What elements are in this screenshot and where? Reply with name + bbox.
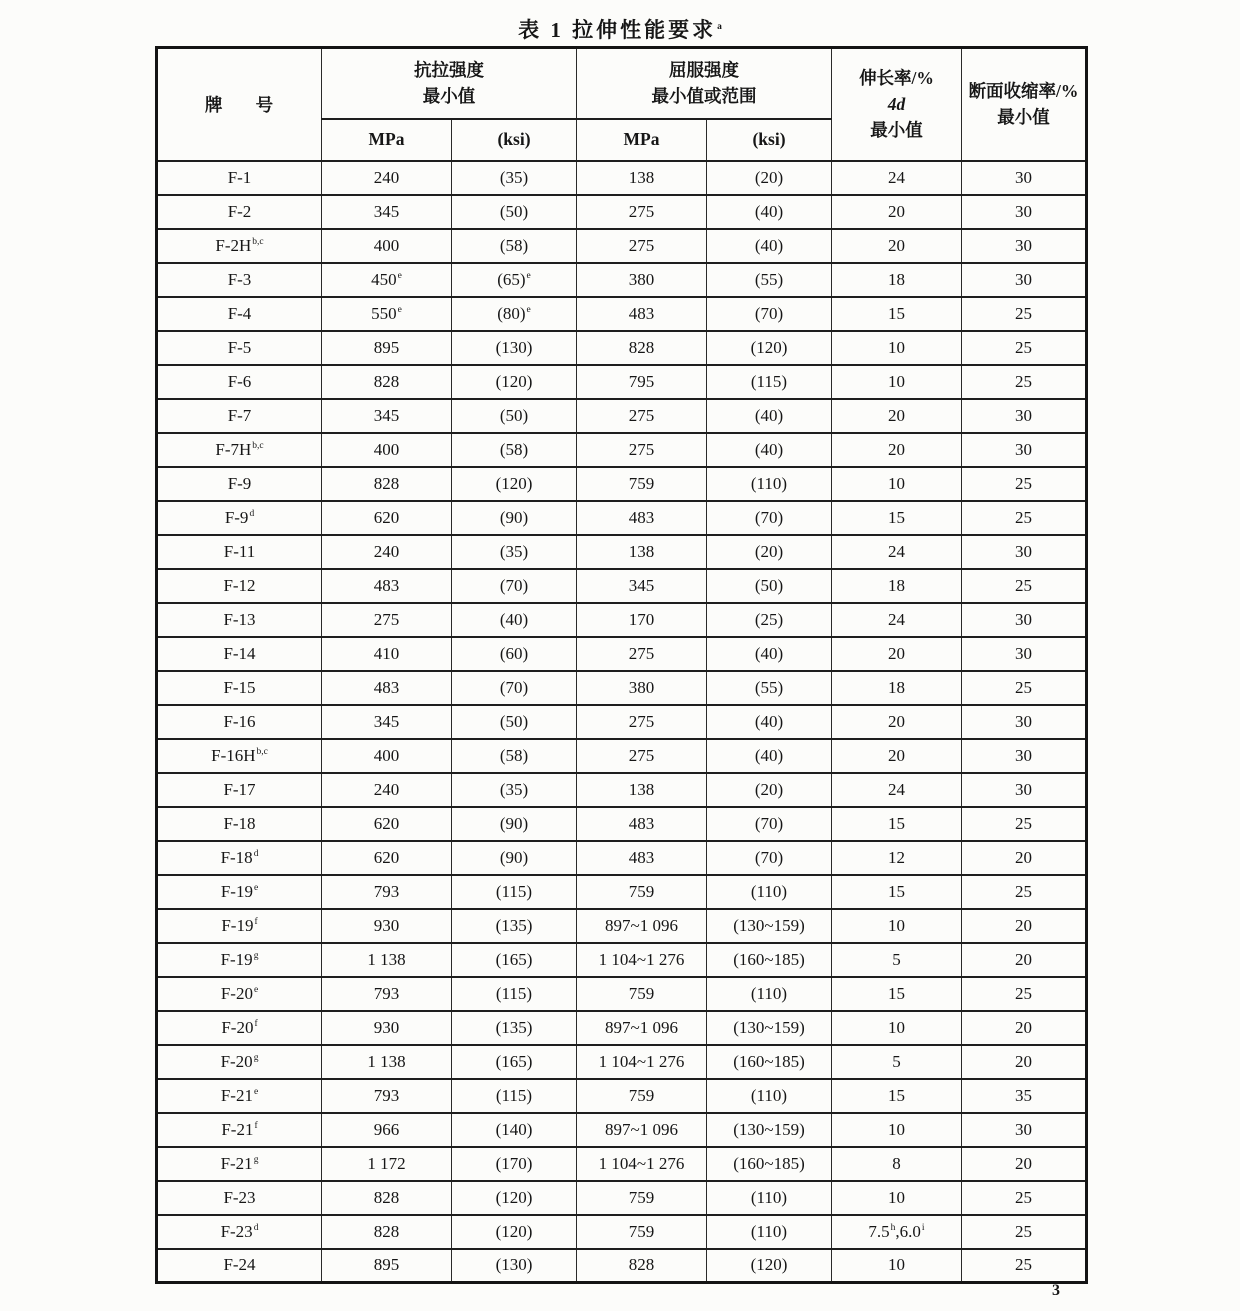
- yield-mpa-cell: 483: [577, 841, 707, 875]
- tensile-ksi-cell: (115): [452, 977, 577, 1011]
- yield-mpa-cell: 897~1 096: [577, 1011, 707, 1045]
- elongation-cell: 5: [832, 943, 962, 977]
- grade-cell: F-19$^g$: [157, 943, 322, 977]
- yield-ksi-cell: (110): [707, 875, 832, 909]
- elongation-cell: 24: [832, 773, 962, 807]
- reduction-cell: 35: [962, 1079, 1087, 1113]
- table-row: [157, 229, 1087, 263]
- reduction-cell: 30: [962, 161, 1087, 195]
- yield-mpa-cell: 897~1 096: [577, 1113, 707, 1147]
- table-row: [157, 807, 1087, 841]
- yield-ksi-cell: (110): [707, 1181, 832, 1215]
- tensile-mpa-cell: 450e: [322, 263, 452, 297]
- yield-ksi-cell: (110): [707, 467, 832, 501]
- yield-mpa-cell: 138: [577, 773, 707, 807]
- elongation-cell: 10: [832, 365, 962, 399]
- tensile-mpa-cell: 483: [322, 671, 452, 705]
- table-body: [157, 161, 1087, 1283]
- grade-cell: F-13: [157, 603, 322, 637]
- table-row: [157, 569, 1087, 603]
- table-row: [157, 1249, 1087, 1283]
- tensile-requirements-table: [155, 46, 1088, 1284]
- reduction-cell: 25: [962, 501, 1087, 535]
- grade-cell: F-21$^g$: [157, 1147, 322, 1181]
- table-row: [157, 467, 1087, 501]
- grade-cell: F-6: [157, 365, 322, 399]
- yield-mpa-cell: 759: [577, 1079, 707, 1113]
- tensile-mpa-cell: 1 138: [322, 943, 452, 977]
- grade-cell: F-18$^d$: [157, 841, 322, 875]
- table-row: [157, 263, 1087, 297]
- yield-ksi-cell: (40): [707, 433, 832, 467]
- grade-cell: F-15: [157, 671, 322, 705]
- tensile-ksi-cell: (120): [452, 365, 577, 399]
- header-reduction-line2: 最小值: [997, 107, 1050, 128]
- grade-cell: F-1: [157, 161, 322, 195]
- yield-ksi-cell: (25): [707, 603, 832, 637]
- tensile-ksi-cell: (58): [452, 739, 577, 773]
- elongation-cell: 20: [832, 229, 962, 263]
- elongation-cell: 15: [832, 501, 962, 535]
- elongation-cell: 15: [832, 875, 962, 909]
- elongation-cell: 8: [832, 1147, 962, 1181]
- grade-cell: F-5: [157, 331, 322, 365]
- tensile-ksi-cell: (140): [452, 1113, 577, 1147]
- grade-cell: F-19e: [157, 875, 322, 909]
- elongation-cell: 5: [832, 1045, 962, 1079]
- yield-ksi-cell: (160~185): [707, 1147, 832, 1181]
- tensile-ksi-cell: (50): [452, 705, 577, 739]
- tensile-ksi-cell: (115): [452, 1079, 577, 1113]
- tensile-mpa-cell: 483: [322, 569, 452, 603]
- table-row: [157, 671, 1087, 705]
- yield-mpa-cell: 795: [577, 365, 707, 399]
- yield-ksi-cell: (40): [707, 229, 832, 263]
- table-row: [157, 943, 1087, 977]
- yield-ksi-cell: (130~159): [707, 1113, 832, 1147]
- grade-cell: F-17: [157, 773, 322, 807]
- elongation-cell: 10: [832, 909, 962, 943]
- elongation-cell: 10: [832, 1249, 962, 1283]
- grade-cell: F-23$^d$: [157, 1215, 322, 1249]
- yield-mpa-cell: 759: [577, 1215, 707, 1249]
- tensile-mpa-cell: 793: [322, 875, 452, 909]
- table-row: [157, 399, 1087, 433]
- grade-cell: F-20e: [157, 977, 322, 1011]
- grade-cell: F-12: [157, 569, 322, 603]
- elongation-cell: 20: [832, 433, 962, 467]
- reduction-cell: 30: [962, 773, 1087, 807]
- tensile-mpa-cell: 895: [322, 331, 452, 365]
- header-tensile-ksi: (ksi): [452, 119, 577, 161]
- header-tensile-line2: 最小值: [422, 86, 476, 107]
- header-tensile-line1: 抗拉强度: [414, 60, 484, 80]
- table-row: [157, 365, 1087, 399]
- header-reduction-of-area: [962, 48, 1087, 161]
- yield-ksi-cell: (110): [707, 977, 832, 1011]
- tensile-ksi-cell: (170): [452, 1147, 577, 1181]
- yield-ksi-cell: (55): [707, 671, 832, 705]
- header-reduction-line1: 断面收缩率/%: [968, 81, 1079, 101]
- table-row: [157, 603, 1087, 637]
- grade-cell: F-7: [157, 399, 322, 433]
- tensile-ksi-cell: (130): [452, 331, 577, 365]
- yield-mpa-cell: 759: [577, 467, 707, 501]
- elongation-cell: 20: [832, 399, 962, 433]
- reduction-cell: 30: [962, 739, 1087, 773]
- reduction-cell: 25: [962, 977, 1087, 1011]
- tensile-mpa-cell: 240: [322, 773, 452, 807]
- header-yield-strength: [577, 48, 832, 119]
- yield-ksi-cell: (70): [707, 807, 832, 841]
- tensile-ksi-cell: (58): [452, 433, 577, 467]
- reduction-cell: 25: [962, 671, 1087, 705]
- grade-cell: $F-7H^{b,c}$: [157, 433, 322, 467]
- elongation-cell: 24: [832, 603, 962, 637]
- reduction-cell: 20: [962, 1147, 1087, 1181]
- reduction-cell: 25: [962, 569, 1087, 603]
- reduction-cell: 25: [962, 297, 1087, 331]
- tensile-mpa-cell: 345: [322, 195, 452, 229]
- elongation-cell: 18: [832, 569, 962, 603]
- table-row: [157, 195, 1087, 229]
- tensile-ksi-cell: (165): [452, 1045, 577, 1079]
- yield-mpa-cell: 275: [577, 637, 707, 671]
- yield-ksi-cell: (130~159): [707, 1011, 832, 1045]
- table-row: [157, 977, 1087, 1011]
- table-row: [157, 297, 1087, 331]
- elongation-cell: 20: [832, 637, 962, 671]
- table-row: [157, 1045, 1087, 1079]
- table-row: [157, 637, 1087, 671]
- tensile-ksi-cell: (58): [452, 229, 577, 263]
- yield-ksi-cell: (120): [707, 331, 832, 365]
- table-row: [157, 1147, 1087, 1181]
- yield-mpa-cell: 1 104~1 276: [577, 1147, 707, 1181]
- yield-ksi-cell: (40): [707, 637, 832, 671]
- grade-cell: F-3: [157, 263, 322, 297]
- grade-cell: F-2: [157, 195, 322, 229]
- tensile-mpa-cell: 400: [322, 229, 452, 263]
- yield-ksi-cell: (20): [707, 161, 832, 195]
- yield-ksi-cell: (50): [707, 569, 832, 603]
- grade-cell: F-23: [157, 1181, 322, 1215]
- header-elongation-line2: 4d: [887, 94, 906, 115]
- table-row: [157, 875, 1087, 909]
- yield-ksi-cell: (115): [707, 365, 832, 399]
- tensile-mpa-cell: 620: [322, 841, 452, 875]
- table-row: [157, 433, 1087, 467]
- table-row: [157, 705, 1087, 739]
- header-elongation-line3: 最小值: [870, 120, 923, 141]
- reduction-cell: 20: [962, 1045, 1087, 1079]
- table-row: [157, 161, 1087, 195]
- yield-mpa-cell: 1 104~1 276: [577, 943, 707, 977]
- tensile-mpa-cell: 345: [322, 705, 452, 739]
- tensile-mpa-cell: 240: [322, 161, 452, 195]
- elongation-cell: 20: [832, 705, 962, 739]
- tensile-mpa-cell: 930: [322, 909, 452, 943]
- elongation-cell: 15: [832, 297, 962, 331]
- header-yield-mpa: MPa: [577, 119, 707, 161]
- tensile-ksi-cell: (135): [452, 909, 577, 943]
- tensile-ksi-cell: (40): [452, 603, 577, 637]
- table-row: [157, 773, 1087, 807]
- elongation-cell: 10: [832, 1011, 962, 1045]
- table-row: [157, 739, 1087, 773]
- yield-mpa-cell: 275: [577, 229, 707, 263]
- tensile-ksi-cell: (60): [452, 637, 577, 671]
- tensile-mpa-cell: 828: [322, 365, 452, 399]
- yield-ksi-cell: (40): [707, 739, 832, 773]
- reduction-cell: 20: [962, 1011, 1087, 1045]
- reduction-cell: 30: [962, 229, 1087, 263]
- grade-cell: F-18: [157, 807, 322, 841]
- elongation-cell: 15: [832, 1079, 962, 1113]
- tensile-mpa-cell: 828: [322, 1181, 452, 1215]
- tensile-mpa-cell: 275: [322, 603, 452, 637]
- tensile-mpa-cell: 828: [322, 1215, 452, 1249]
- yield-ksi-cell: (70): [707, 501, 832, 535]
- tensile-ksi-cell: (35): [452, 535, 577, 569]
- tensile-mpa-cell: 930: [322, 1011, 452, 1045]
- elongation-cell: 7.5$^h$,6.0$^i$: [832, 1215, 962, 1249]
- yield-ksi-cell: (40): [707, 705, 832, 739]
- header-yield-ksi: (ksi): [707, 119, 832, 161]
- elongation-cell: 10: [832, 1181, 962, 1215]
- header-yield-line1: 屈服强度: [669, 60, 739, 80]
- grade-cell: $F-16H^{b,c}$: [157, 739, 322, 773]
- grade-cell: F-9$^d$: [157, 501, 322, 535]
- yield-ksi-cell: (70): [707, 297, 832, 331]
- yield-mpa-cell: 138: [577, 535, 707, 569]
- yield-ksi-cell: (130~159): [707, 909, 832, 943]
- tensile-mpa-cell: 1 172: [322, 1147, 452, 1181]
- grade-cell: F-19$^f$: [157, 909, 322, 943]
- tensile-mpa-cell: 793: [322, 977, 452, 1011]
- yield-ksi-cell: (55): [707, 263, 832, 297]
- tensile-mpa-cell: 400: [322, 739, 452, 773]
- elongation-cell: 24: [832, 161, 962, 195]
- tensile-ksi-cell: (115): [452, 875, 577, 909]
- reduction-cell: 30: [962, 263, 1087, 297]
- tensile-ksi-cell: $(65)^e$: [452, 263, 577, 297]
- reduction-cell: 30: [962, 195, 1087, 229]
- reduction-cell: 20: [962, 943, 1087, 977]
- tensile-ksi-cell: (135): [452, 1011, 577, 1045]
- grade-cell: F-24: [157, 1249, 322, 1283]
- yield-ksi-cell: (120): [707, 1249, 832, 1283]
- table-row: [157, 331, 1087, 365]
- table-row: [157, 1079, 1087, 1113]
- tensile-ksi-cell: (120): [452, 1215, 577, 1249]
- reduction-cell: 25: [962, 875, 1087, 909]
- table-title: 表 1 拉伸性能要求$^a$: [518, 18, 722, 42]
- table-row: [157, 1113, 1087, 1147]
- tensile-ksi-cell: (130): [452, 1249, 577, 1283]
- grade-cell: F-20$^f$: [157, 1011, 322, 1045]
- page-number: 3: [1052, 1282, 1060, 1299]
- tensile-ksi-cell: (35): [452, 161, 577, 195]
- tensile-mpa-cell: 620: [322, 501, 452, 535]
- yield-mpa-cell: 275: [577, 739, 707, 773]
- grade-cell: F-11: [157, 535, 322, 569]
- tensile-ksi-cell: (35): [452, 773, 577, 807]
- elongation-cell: 18: [832, 671, 962, 705]
- tensile-mpa-cell: 620: [322, 807, 452, 841]
- yield-ksi-cell: (110): [707, 1215, 832, 1249]
- header-yield-line2: 最小值或范围: [651, 86, 757, 107]
- tensile-ksi-cell: (50): [452, 399, 577, 433]
- elongation-cell: 15: [832, 807, 962, 841]
- yield-mpa-cell: 138: [577, 161, 707, 195]
- grade-cell: F-4: [157, 297, 322, 331]
- yield-mpa-cell: 345: [577, 569, 707, 603]
- yield-ksi-cell: (20): [707, 535, 832, 569]
- elongation-cell: 15: [832, 977, 962, 1011]
- yield-ksi-cell: (70): [707, 841, 832, 875]
- yield-mpa-cell: 483: [577, 501, 707, 535]
- header-tensile-mpa: MPa: [322, 119, 452, 161]
- tensile-ksi-cell: (90): [452, 841, 577, 875]
- table-row: [157, 535, 1087, 569]
- yield-mpa-cell: 759: [577, 977, 707, 1011]
- elongation-cell: 10: [832, 1113, 962, 1147]
- reduction-cell: 25: [962, 1181, 1087, 1215]
- yield-mpa-cell: 275: [577, 399, 707, 433]
- elongation-cell: 20: [832, 195, 962, 229]
- reduction-cell: 25: [962, 331, 1087, 365]
- yield-ksi-cell: (110): [707, 1079, 832, 1113]
- tensile-mpa-cell: 828: [322, 467, 452, 501]
- table-row: [157, 501, 1087, 535]
- table-row: [157, 841, 1087, 875]
- reduction-cell: 30: [962, 399, 1087, 433]
- tensile-mpa-cell: 966: [322, 1113, 452, 1147]
- elongation-cell: 18: [832, 263, 962, 297]
- reduction-cell: 25: [962, 807, 1087, 841]
- reduction-cell: 25: [962, 467, 1087, 501]
- tensile-ksi-cell: (120): [452, 1181, 577, 1215]
- header-grade: 牌 号: [157, 48, 322, 161]
- reduction-cell: 30: [962, 535, 1087, 569]
- yield-mpa-cell: 275: [577, 195, 707, 229]
- yield-mpa-cell: 759: [577, 875, 707, 909]
- reduction-cell: 20: [962, 909, 1087, 943]
- reduction-cell: 25: [962, 1215, 1087, 1249]
- tensile-ksi-cell: (165): [452, 943, 577, 977]
- grade-cell: $F-2H^{b,c}$: [157, 229, 322, 263]
- table-row: [157, 1215, 1087, 1249]
- yield-ksi-cell: (20): [707, 773, 832, 807]
- yield-mpa-cell: 380: [577, 263, 707, 297]
- grade-cell: F-16: [157, 705, 322, 739]
- elongation-cell: 20: [832, 739, 962, 773]
- table-row: [157, 1181, 1087, 1215]
- yield-mpa-cell: 759: [577, 1181, 707, 1215]
- yield-mpa-cell: 483: [577, 297, 707, 331]
- tensile-mpa-cell: 793: [322, 1079, 452, 1113]
- tensile-ksi-cell: (50): [452, 195, 577, 229]
- reduction-cell: 20: [962, 841, 1087, 875]
- tensile-mpa-cell: 240: [322, 535, 452, 569]
- yield-mpa-cell: 897~1 096: [577, 909, 707, 943]
- grade-cell: F-9: [157, 467, 322, 501]
- header-elongation: [832, 48, 962, 161]
- reduction-cell: 30: [962, 433, 1087, 467]
- reduction-cell: 30: [962, 705, 1087, 739]
- tensile-ksi-cell: $(80)^e$: [452, 297, 577, 331]
- reduction-cell: 25: [962, 365, 1087, 399]
- yield-mpa-cell: 275: [577, 433, 707, 467]
- reduction-cell: 30: [962, 637, 1087, 671]
- yield-mpa-cell: 275: [577, 705, 707, 739]
- tensile-ksi-cell: (70): [452, 569, 577, 603]
- tensile-ksi-cell: (120): [452, 467, 577, 501]
- tensile-ksi-cell: (90): [452, 501, 577, 535]
- yield-mpa-cell: 483: [577, 807, 707, 841]
- elongation-cell: 12: [832, 841, 962, 875]
- tensile-ksi-cell: (70): [452, 671, 577, 705]
- header-elongation-line1: 伸长率/%: [859, 67, 934, 88]
- yield-ksi-cell: (40): [707, 399, 832, 433]
- elongation-cell: 10: [832, 331, 962, 365]
- yield-ksi-cell: (160~185): [707, 943, 832, 977]
- table-header: [157, 48, 1087, 161]
- tensile-mpa-cell: 550e: [322, 297, 452, 331]
- elongation-cell: 10: [832, 467, 962, 501]
- grade-cell: F-21$^f$: [157, 1113, 322, 1147]
- yield-ksi-cell: (40): [707, 195, 832, 229]
- yield-mpa-cell: 380: [577, 671, 707, 705]
- reduction-cell: 30: [962, 603, 1087, 637]
- tensile-mpa-cell: 895: [322, 1249, 452, 1283]
- reduction-cell: 25: [962, 1249, 1087, 1283]
- yield-mpa-cell: 828: [577, 1249, 707, 1283]
- yield-mpa-cell: 170: [577, 603, 707, 637]
- header-tensile-strength: [322, 48, 577, 119]
- grade-cell: F-20$^g$: [157, 1045, 322, 1079]
- tensile-mpa-cell: 400: [322, 433, 452, 467]
- grade-cell: F-14: [157, 637, 322, 671]
- grade-cell: F-21e: [157, 1079, 322, 1113]
- elongation-cell: 24: [832, 535, 962, 569]
- table-row: [157, 909, 1087, 943]
- tensile-mpa-cell: 410: [322, 637, 452, 671]
- tensile-mpa-cell: 1 138: [322, 1045, 452, 1079]
- tensile-mpa-cell: 345: [322, 399, 452, 433]
- table-row: [157, 1011, 1087, 1045]
- reduction-cell: 30: [962, 1113, 1087, 1147]
- tensile-ksi-cell: (90): [452, 807, 577, 841]
- yield-mpa-cell: 1 104~1 276: [577, 1045, 707, 1079]
- yield-ksi-cell: (160~185): [707, 1045, 832, 1079]
- yield-mpa-cell: 828: [577, 331, 707, 365]
